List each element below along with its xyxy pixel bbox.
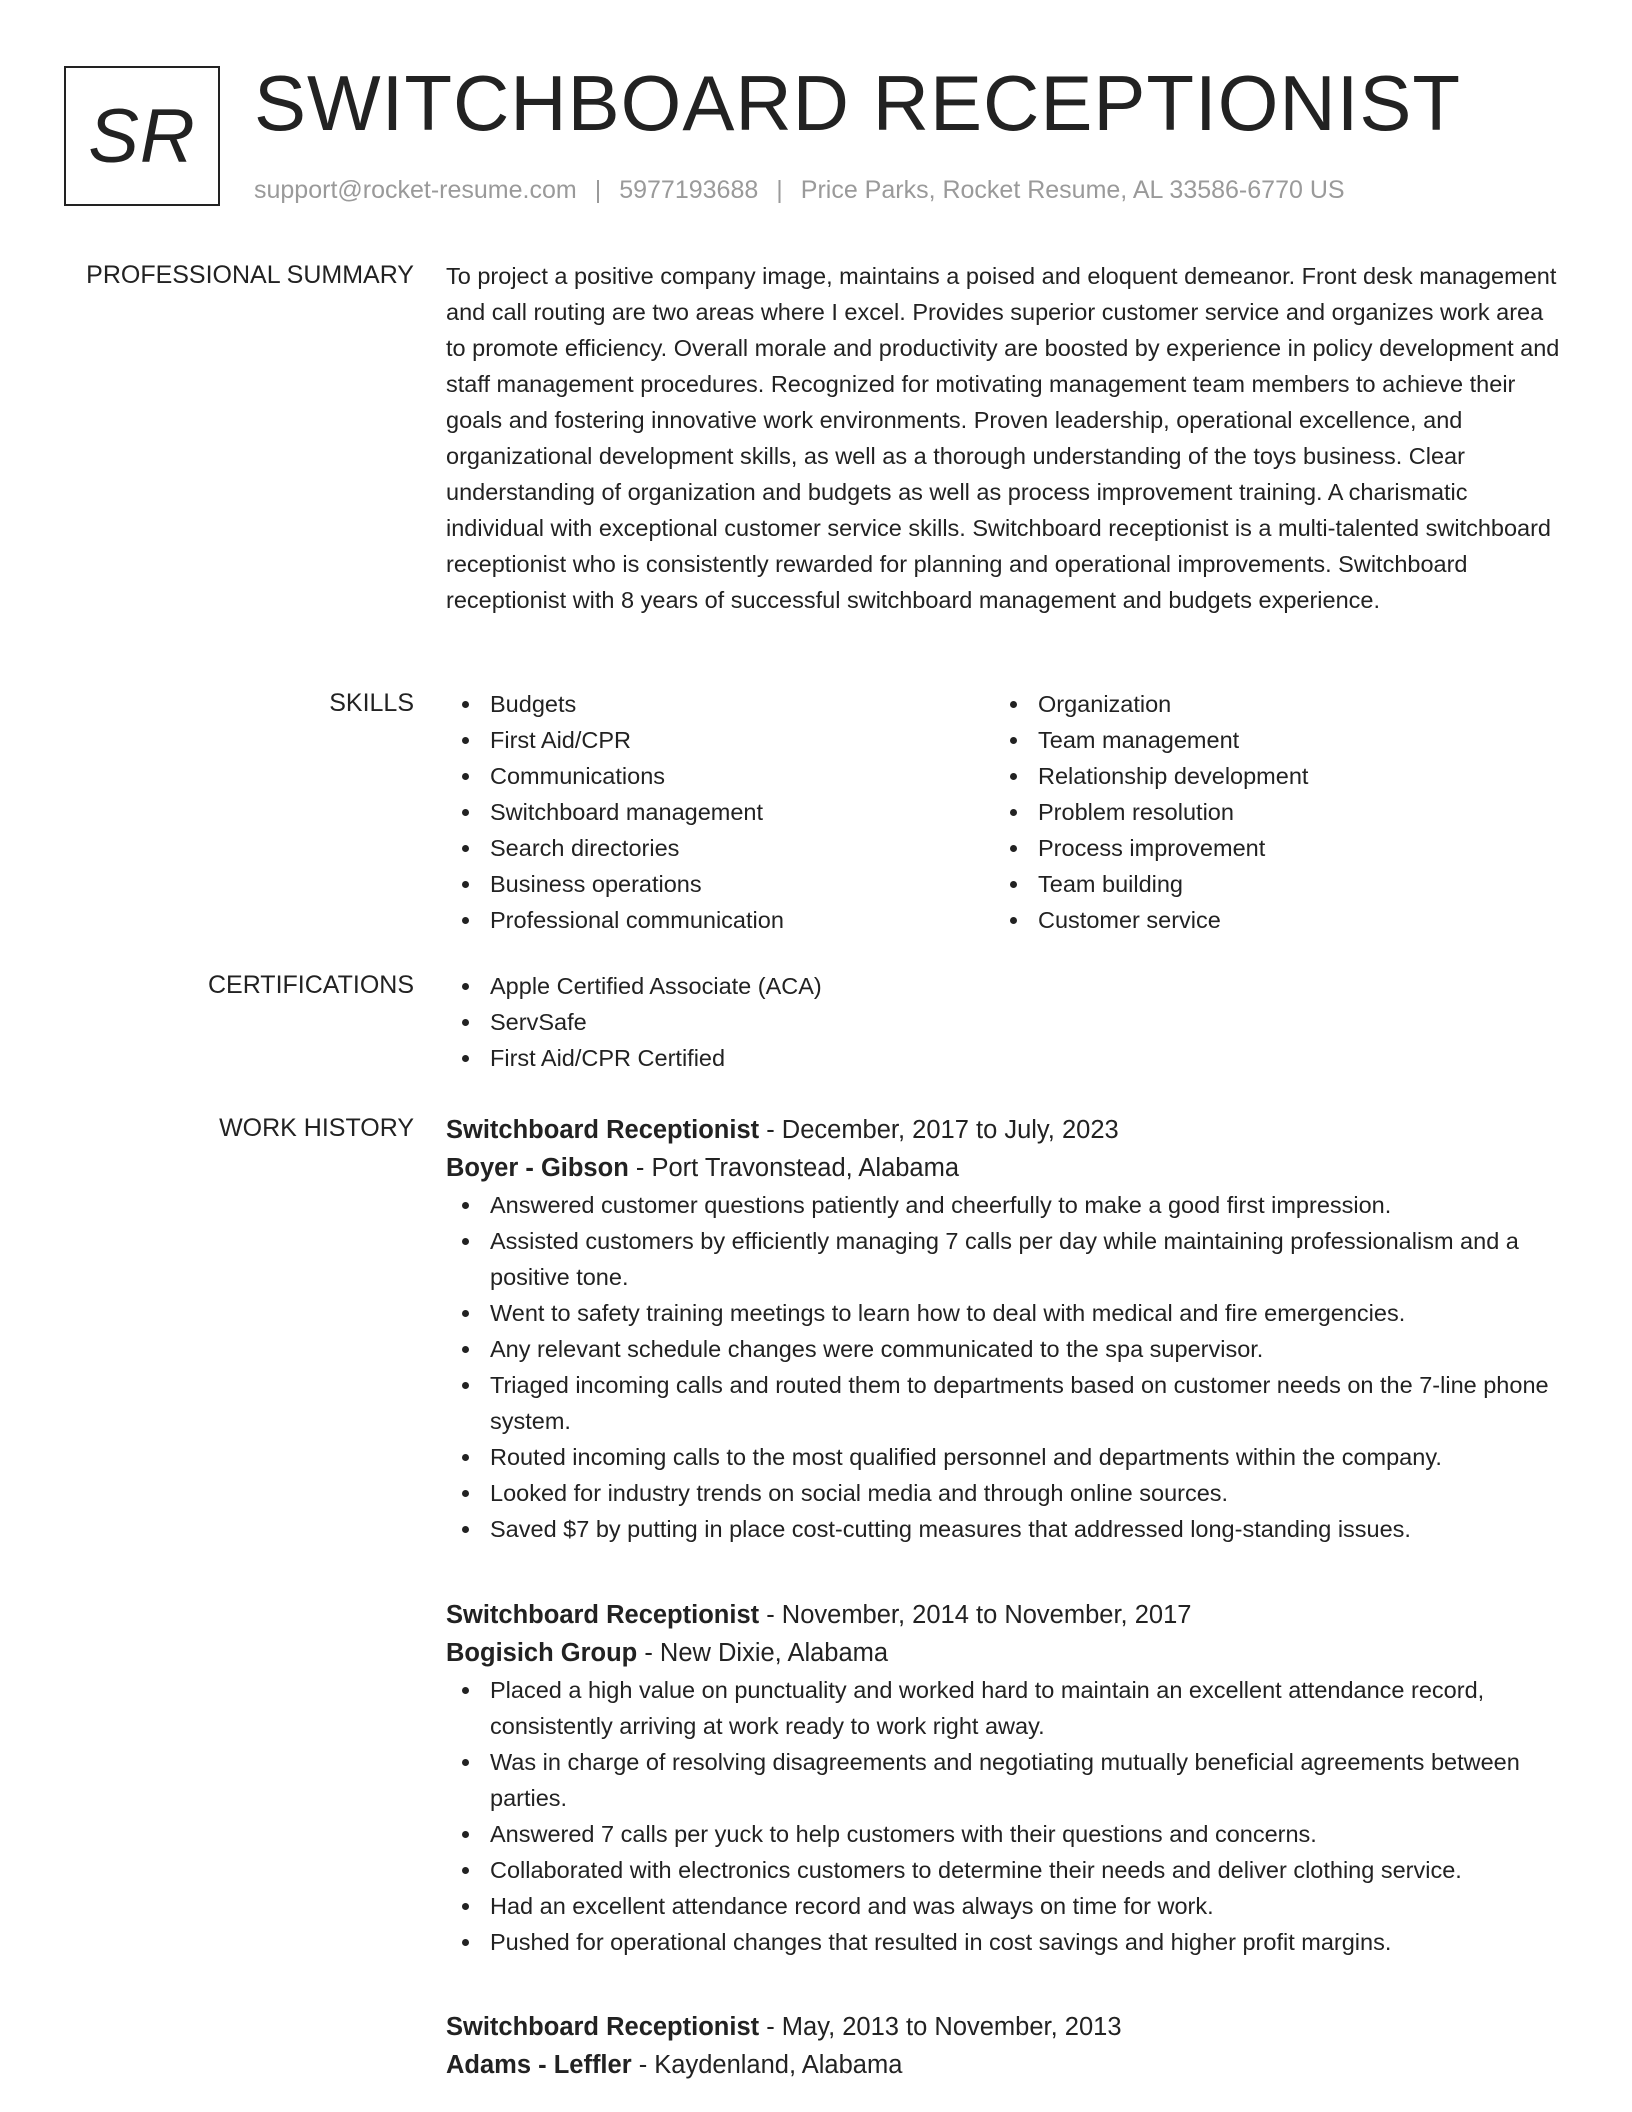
resume-name: SWITCHBOARD RECEPTIONIST	[254, 59, 1462, 147]
job-bullet: Answered 7 calls per yuck to help customers with their questions and concerns.	[446, 1816, 1566, 1852]
job-company-line	[446, 1149, 1566, 1187]
skills-body	[446, 686, 1566, 938]
job-bullet: Routed incoming calls to the most qualified personnel and departments within the company.	[446, 1439, 1566, 1475]
contact-separator: |	[776, 176, 783, 204]
summary-body	[446, 258, 1566, 618]
job-bullet: Pushed for operational changes that resulted in cost savings and higher profit margins.	[446, 1924, 1566, 1960]
contact-address: Price Parks, Rocket Resume, AL 33586-6770 US	[800, 176, 1345, 204]
section-label-certifications: CERTIFICATIONS	[207, 971, 414, 999]
job-bullet: Triaged incoming calls and routed them to departments based on customer needs on the 7-line phone system.	[446, 1367, 1566, 1439]
job-title-line	[446, 2008, 1566, 2046]
section-label-skills: SKILLS	[329, 689, 414, 717]
job-company: Boyer - Gibson	[446, 1154, 629, 1182]
skill-item: Search directories	[446, 830, 994, 866]
skill-item: Team building	[994, 866, 1542, 902]
skills-column-left	[446, 686, 994, 938]
skill-item: Relationship development	[994, 758, 1542, 794]
certification-item: First Aid/CPR Certified	[446, 1040, 1566, 1076]
summary-text: To project a positive company image, maintains a poised and eloquent demeanor. Front desk management and call routing are two areas where I excel. Provides superior customer service and organizes work area to promote efficiency. Overall morale and productivity are boosted by experience in policy development and staff management procedures. Recognized for motivating management team members to achieve their goals and fostering innovative work environments. Proven leadership, operational excellence, and organizational development skills, as well as a thorough understanding of the toys business. Clear understanding of organization and budgets as well as process improvement training. A charismatic individual with exceptional customer service skills. Switchboard receptionist is a multi-talented switchboard receptionist who is consistently rewarded for planning and operational improvements. Switchboard receptionist with 8 years of successful switchboard management and budgets experience.	[446, 263, 1560, 613]
contact-email: support@rocket-resume.com	[254, 176, 577, 204]
job-title: Switchboard Receptionist	[446, 1116, 760, 1144]
certification-item: ServSafe	[446, 1004, 1566, 1040]
certification-item: Apple Certified Associate (ACA)	[446, 968, 1566, 1004]
certifications-body	[446, 968, 1566, 1076]
section-label-work-history: WORK HISTORY	[219, 1114, 414, 1142]
job-bullet: Had an excellent attendance record and was always on time for work.	[446, 1888, 1566, 1924]
job-bullet: Any relevant schedule changes were communicated to the spa supervisor.	[446, 1331, 1566, 1367]
job-location: - Port Travonstead, Alabama	[628, 1154, 960, 1182]
job-entry	[446, 1596, 1566, 1960]
job-title: Switchboard Receptionist	[446, 1601, 760, 1629]
job-title-line	[446, 1596, 1566, 1634]
job-dates: - December, 2017 to July, 2023	[759, 1116, 1119, 1144]
skill-item: Professional communication	[446, 902, 994, 938]
skills-grid	[446, 686, 1566, 938]
job-company-line	[446, 2046, 1566, 2084]
job-location: - Kaydenland, Alabama	[631, 2051, 903, 2079]
skill-item: Organization	[994, 686, 1542, 722]
job-entry	[446, 1111, 1566, 1547]
job-company: Adams - Leffler	[446, 2051, 632, 2079]
job-bullet: Answered customer questions patiently and cheerfully to make a good first impression.	[446, 1187, 1566, 1223]
job-title: Switchboard Receptionist	[446, 2013, 760, 2041]
skills-column-right	[994, 686, 1542, 938]
job-title-line	[446, 1111, 1566, 1149]
contact-line	[254, 174, 1345, 206]
job-bullet: Looked for industry trends on social media and through online sources.	[446, 1475, 1566, 1511]
certifications-list	[446, 968, 1566, 1076]
skill-item: Switchboard management	[446, 794, 994, 830]
job-entry	[446, 2008, 1566, 2084]
job-company-line	[446, 1634, 1566, 1672]
job-company: Bogisich Group	[446, 1639, 638, 1667]
job-bullet: Saved $7 by putting in place cost-cutting measures that addressed long-standing issues.	[446, 1511, 1566, 1547]
skill-item: Problem resolution	[994, 794, 1542, 830]
contact-phone: 5977193688	[619, 176, 759, 204]
job-dates: - May, 2013 to November, 2013	[759, 2013, 1122, 2041]
skill-item: Communications	[446, 758, 994, 794]
skill-item: Budgets	[446, 686, 994, 722]
job-bullet: Was in charge of resolving disagreements and negotiating mutually beneficial agreements between parties.	[446, 1744, 1566, 1816]
skill-item: First Aid/CPR	[446, 722, 994, 758]
job-dates: - November, 2014 to November, 2017	[759, 1601, 1192, 1629]
job-location: - New Dixie, Alabama	[637, 1639, 889, 1667]
job-bullet-list	[446, 1187, 1566, 1547]
job-bullet: Placed a high value on punctuality and worked hard to maintain an excellent attendance record, consistently arriving at work ready to work right away.	[446, 1672, 1566, 1744]
skill-item: Business operations	[446, 866, 994, 902]
skill-item: Customer service	[994, 902, 1542, 938]
contact-separator: |	[594, 176, 602, 204]
job-bullet: Assisted customers by efficiently managing 7 calls per day while maintaining professionalism and a positive tone.	[446, 1223, 1566, 1295]
skill-item: Process improvement	[994, 830, 1542, 866]
monogram-logo: SR	[64, 66, 220, 206]
job-bullet: Collaborated with electronics customers to determine their needs and deliver clothing service.	[446, 1852, 1566, 1888]
job-bullet: Went to safety training meetings to learn how to deal with medical and fire emergencies.	[446, 1295, 1566, 1331]
section-label-summary: PROFESSIONAL SUMMARY	[86, 261, 414, 289]
job-bullet-list	[446, 1672, 1566, 1960]
skill-item: Team management	[994, 722, 1542, 758]
